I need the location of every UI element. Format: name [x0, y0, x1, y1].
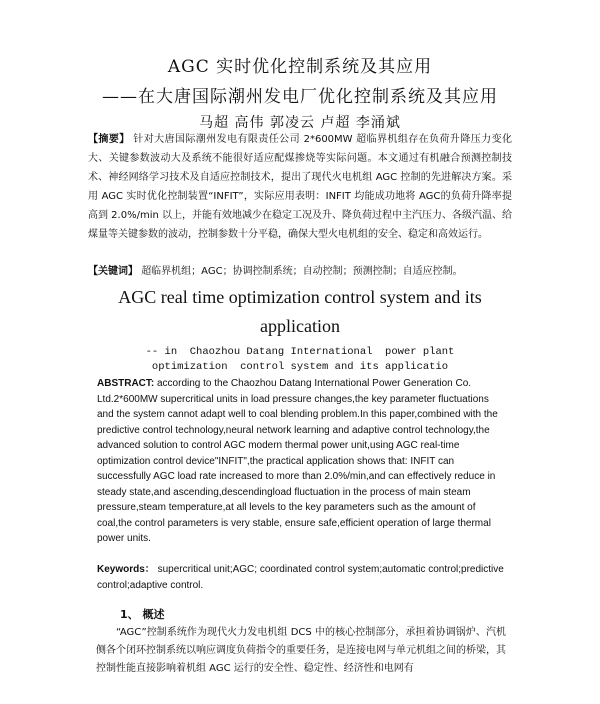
english-abstract-text: according to the Chaozhou Datang International Power Generation Co. Ltd.2*600MW supercritical units in load pressure changes,the key parameter fluctuations and the system cannot adapt well to coal blending problem.In this paper,combined with the predictive control technology,neural network learning and adaptive control technology,the advanced solution to control AGC modern thermal power unit,using AGC real-time optimization control device"INFIT",the practical application shows that: INFIT can successfully AGC load rate increased to more than 2.0%/min,and can effectively reduce in steady state,and ascending,descendingload fluctuation in the process of main steam pressure,steam temperature,at all levels to the key parameters such as the amount of coal,the control parameters is very stable, ensure safe,efficient operation of large thermal power units. — [97, 378, 498, 544]
chinese-keywords — [88, 262, 512, 281]
section-1-text: “AGC”控制系统作为现代火力发电机组 DCS 中的核心控制部分，承担着协调锅炉、汽机侧各个闭环控制系统以响应调度负荷指令的重要任务，是连接电网与单元机组之间的桥梁，其控制性能直接影响着机组 AGC 运行的安全性、稳定性、经济性和电网有 — [96, 627, 506, 674]
english-title-line1: AGC real time optimization control system and its — [118, 287, 482, 307]
english-abstract — [97, 376, 507, 547]
english-title-line2: application — [260, 316, 340, 336]
chinese-subtitle: ——在大唐国际潮州发电厂优化控制系统及其应用 — [102, 87, 498, 107]
chinese-abstract-label: 【摘要】 — [88, 134, 130, 145]
english-abstract-label: ABSTRACT: — [97, 378, 155, 389]
english-keywords-text: supercritical unit;AGC; coordinated control system;automatic control;predictive control;adaptive control. — [97, 564, 504, 591]
chinese-abstract-text: 针对大唐国际潮州发电有限责任公司 2*600MW 超临界机组存在负荷升降压力变化大、关键参数波动大及系统不能很好适应配煤掺烧等实际问题。本文通过有机融合预测控制技术、神经网络学习技术及自适应控制技术，提出了现代火电机组 AGC 控制的先进解决方案。采用 AGC 实时优化控制装置“INFIT”，实际应用表明：INFIT 均能成功地将 AGC的负荷升降率提高到 2.0%/min 以上，并能有效地减少在稳定工况及升、降负荷过程中主汽压力、各级汽温、给煤量等关键参数的波动，控制参数十分平稳，确保大型火电机组的安全、稳定和高效运行。 — [88, 134, 513, 240]
english-keywords-label: Keywords： — [97, 564, 155, 575]
chinese-abstract — [88, 130, 512, 244]
chinese-keywords-text: 超临界机组；AGC；协调控制系统；自动控制；预测控制；自适应控制。 — [141, 266, 463, 277]
chinese-keywords-label: 【关键词】 — [88, 266, 138, 277]
english-keywords — [97, 562, 507, 593]
english-subtitle-line1: -- in Chaozhou Datang International power plant — [145, 346, 455, 358]
english-subtitle-line2: optimization control system and its applicatio — [151, 361, 449, 373]
chinese-title: AGC 实时优化控制系统及其应用 — [167, 57, 433, 77]
section-1-heading: 1、 概述 — [120, 608, 165, 621]
authors: 马超 高伟 郭凌云 卢超 李涌斌 — [199, 115, 401, 131]
